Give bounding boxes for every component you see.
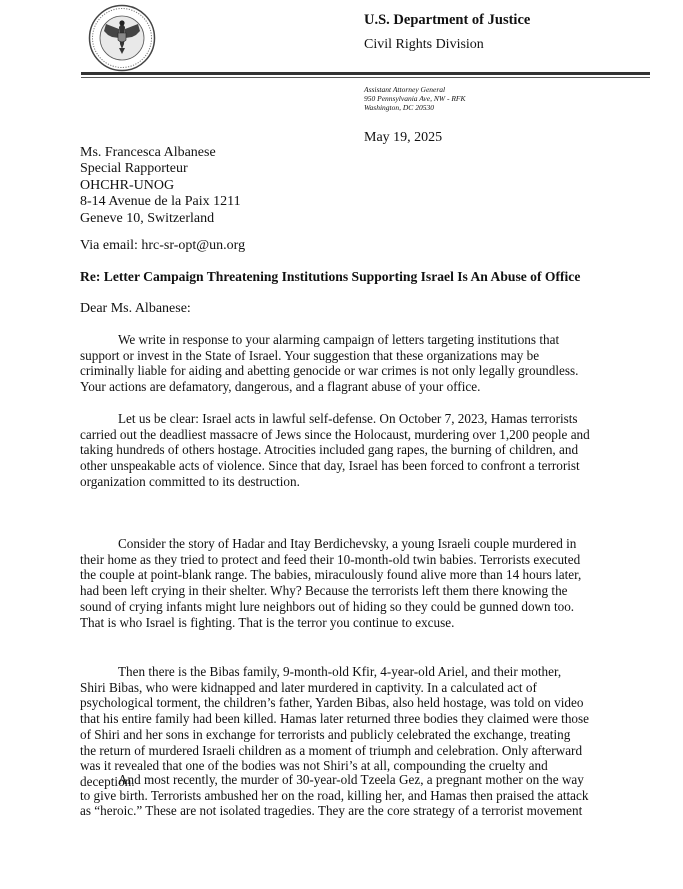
paragraph-line: And most recently, the murder of 30-year-old Tzeela Gez, a pregnant mother on the way	[118, 772, 584, 787]
recipient-address	[80, 145, 241, 227]
paragraph-line: of Shiri and her sons in exchange for terrorists and publicly celebrated the exchange, treating	[80, 726, 571, 742]
paragraph-line: the return of murdered Israeli children as a moment of triumph and celebration. Only afterward	[80, 742, 583, 758]
office-address-line: Washington, DC 20530	[364, 103, 434, 112]
doj-seal-icon	[88, 4, 156, 72]
paragraph-line: that his entire family had been killed. Hamas later returned three bodies they claimed were those	[80, 711, 589, 727]
paragraph-line: Let us be clear: Israel acts in lawful self-defense. On October 7, 2023, Hamas terrorists	[118, 411, 578, 426]
paragraph-line: Your actions are defamatory, dangerous, and a flagrant abuse of your office.	[80, 379, 481, 395]
office-address-line: Assistant Attorney General	[364, 85, 446, 94]
paragraph-line: support or invest in the State of Israel. Your suggestion that these organizations may be	[80, 347, 540, 363]
paragraph-line: carried out the deadliest massacre of Jews since the Holocaust, murdering over 1,200 people and	[80, 426, 590, 442]
paragraph-line: psychological torment, the children’s father, Yarden Bibas, also held hostage, was told on video	[80, 695, 584, 711]
paragraph-line: to give birth. Terrorists ambushed her on the road, killing her, and Hamas then praised the attack	[80, 787, 589, 803]
body-paragraph	[80, 536, 600, 630]
body-paragraph	[80, 332, 600, 395]
letterhead-rule-thin	[81, 77, 650, 78]
body-paragraph	[80, 664, 600, 790]
recipient-line: OHCHR-UNOG	[80, 177, 175, 193]
via-email: Via email: hrc-sr-opt@un.org	[80, 238, 246, 253]
paragraph-line: as “heroic.” These are not isolated tragedies. They are the core strategy of a terrorist movement	[80, 803, 583, 819]
paragraph-line: That is who Israel is fighting. That is the terror you continue to excuse.	[80, 614, 455, 630]
paragraph-line: organization committed to its destruction.	[80, 473, 300, 489]
paragraph-line: had been left crying in their shelter. Why? Because the terrorists left them there knowing the	[80, 583, 568, 599]
recipient-line: Ms. Francesca Albanese	[80, 145, 216, 160]
body-paragraph	[80, 772, 600, 819]
department-name: U.S. Department of Justice	[364, 12, 531, 28]
office-address-line: 950 Pennsylvania Ave, NW - RFK	[364, 94, 466, 103]
recipient-line: Special Rapporteur	[80, 161, 188, 177]
division-name: Civil Rights Division	[364, 37, 484, 52]
body-paragraph	[80, 411, 600, 490]
recipient-line: Geneve 10, Switzerland	[80, 210, 215, 226]
subject-line: Re: Letter Campaign Threatening Institutions Supporting Israel Is An Abuse of Office	[80, 269, 581, 284]
paragraph-line: their home as they tried to protect and feed their 10-month-old twin babies. Terrorists executed	[80, 551, 581, 567]
paragraph-line: sound of crying infants might lure neighbors out of hiding so they could be gunned down too.	[80, 598, 575, 614]
letterhead-rule	[81, 72, 650, 75]
letter-date: May 19, 2025	[364, 130, 443, 145]
salutation: Dear Ms. Albanese:	[80, 301, 191, 316]
paragraph-line: Consider the story of Hadar and Itay Berdichevsky, a young Israeli couple murdered in	[118, 536, 577, 551]
paragraph-line: We write in response to your alarming campaign of letters targeting institutions that	[118, 332, 560, 347]
paragraph-line: Then there is the Bibas family, 9-month-old Kfir, 4-year-old Ariel, and their mother,	[118, 664, 562, 679]
paragraph-line: Shiri Bibas, who were kidnapped and later murdered in captivity. In a calculated act of	[80, 679, 537, 695]
paragraph-line: deception.	[80, 773, 135, 789]
paragraph-line: other unspeakable acts of violence. Since that day, Israel has been forced to confront a terrorist	[80, 458, 580, 474]
paragraph-line: the couple at point-blank range. The babies, miraculously found alive more than 14 hours later,	[80, 567, 582, 583]
paragraph-line: was it revealed that one of the bodies was not Shiri’s at all, compounding the cruelty and	[80, 758, 548, 774]
paragraph-line: taking hundreds of others hostage. Atrocities included gang rapes, the burning of children, and	[80, 442, 579, 458]
recipient-line: 8-14 Avenue de la Paix 1211	[80, 194, 241, 210]
paragraph-line: criminally liable for aiding and abetting genocide or war crimes is not only legally groundless.	[80, 363, 579, 379]
